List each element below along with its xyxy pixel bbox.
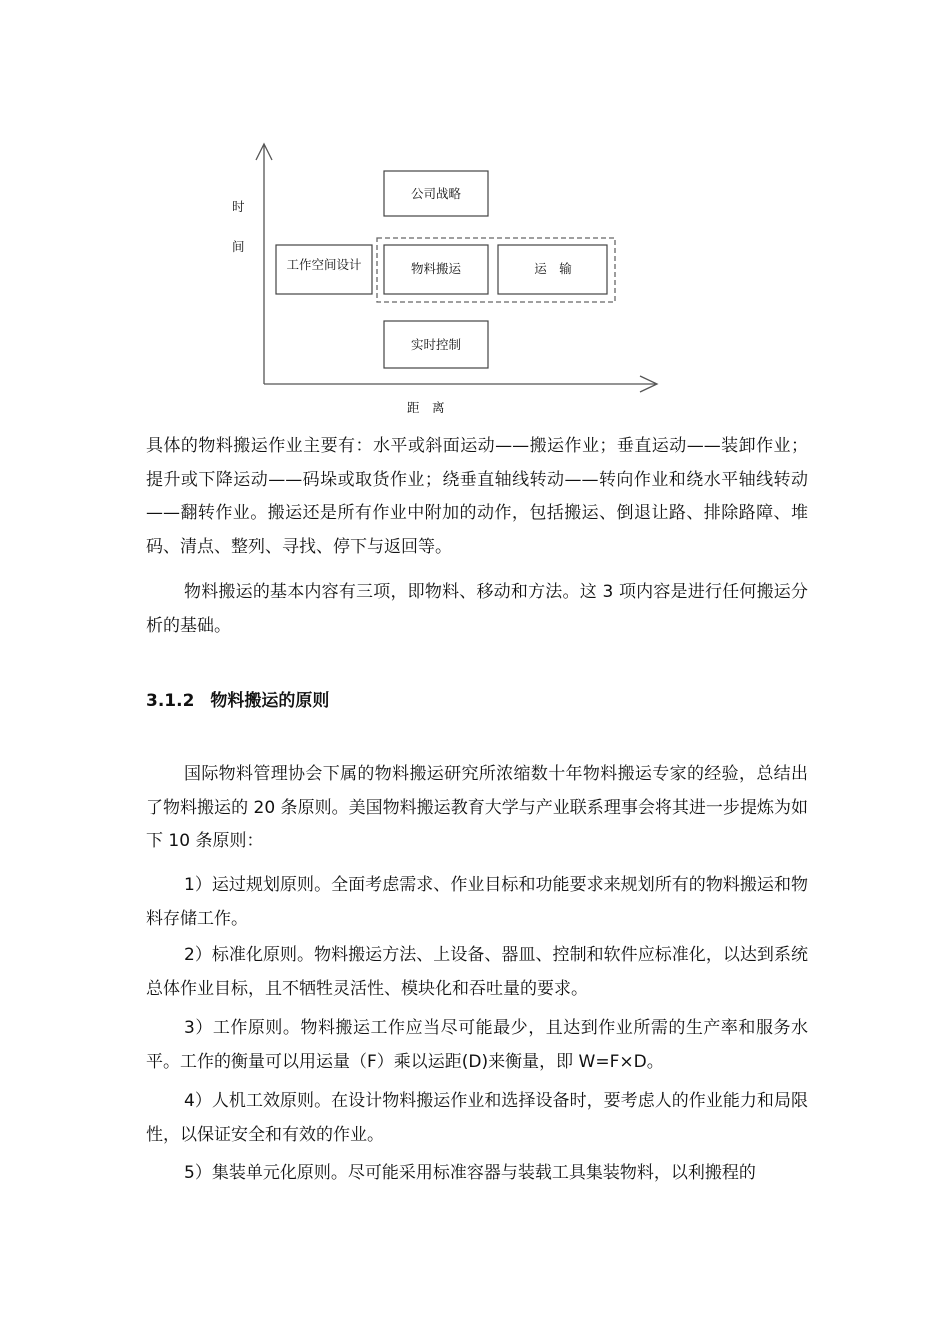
paragraph-principle-3: 3）工作原则。物料搬运工作应当尽可能最少，且达到作业所需的生产率和服务水平。工作的衡量可以用运量（F）乘以运距(D)来衡量，即 W=F×D。 xyxy=(146,1018,808,1072)
material-handling-diagram xyxy=(0,0,950,430)
paragraph-principle-2: 2）标准化原则。物料搬运方法、上设备、器皿、控制和软件应标准化，以达到系统总体作业目标，且不牺牲灵活性、模块化和吞吐量的要求。 xyxy=(146,945,808,999)
paragraph-principles-intro: 国际物料管理协会下属的物料搬运研究所浓缩数十年物料搬运专家的经验，总结出了物料搬运的 20 条原则。美国物料搬运教育大学与产业联系理事会将其进一步提炼为如下 10 条原则： xyxy=(146,764,808,851)
box-workspace-label: 工作空间设计 xyxy=(286,257,362,272)
paragraph-principle-1: 1）运过规划原则。全面考虑需求、作业目标和功能要求来规划所有的物料搬运和物料存储工作。 xyxy=(146,875,808,929)
paragraph-handling-operations: 具体的物料搬运作业主要有：水平或斜面运动——搬运作业；垂直运动——装卸作业；提升或下降运动——码垛或取货作业；绕垂直轴线转动——转向作业和绕水平轴线转动——翻转作业。搬运还是所有作业中附加的动作，包括搬运、倒退让路、排除路障、堆码、清点、整列、寻找、停下与返回等。 xyxy=(146,436,808,557)
box-material-label: 物料搬运 xyxy=(410,261,462,276)
paragraph-basic-content: 物料搬运的基本内容有三项，即物料、移动和方法。这 3 项内容是进行任何搬运分析的基础。 xyxy=(146,582,808,636)
paragraph-principle-5: 5）集装单元化原则。尽可能采用标准容器与装载工具集装物料，以利搬程的 xyxy=(184,1163,756,1183)
x-axis-label: 距 离 xyxy=(407,400,445,415)
box-strategy-label: 公司战略 xyxy=(410,186,462,201)
box-transport-label: 运 输 xyxy=(534,261,572,276)
y-axis-label-1: 时 xyxy=(232,199,245,214)
section-title: 物料搬运的原则 xyxy=(210,691,330,711)
y-axis-label-2: 间 xyxy=(232,239,245,254)
box-control-label: 实时控制 xyxy=(410,337,462,352)
section-number: 3.1.2 xyxy=(146,691,195,711)
section-heading xyxy=(146,686,329,716)
paragraph-principle-4: 4）人机工效原则。在设计物料搬运作业和选择设备时，要考虑人的作业能力和局限性，以保证安全和有效的作业。 xyxy=(146,1091,808,1145)
